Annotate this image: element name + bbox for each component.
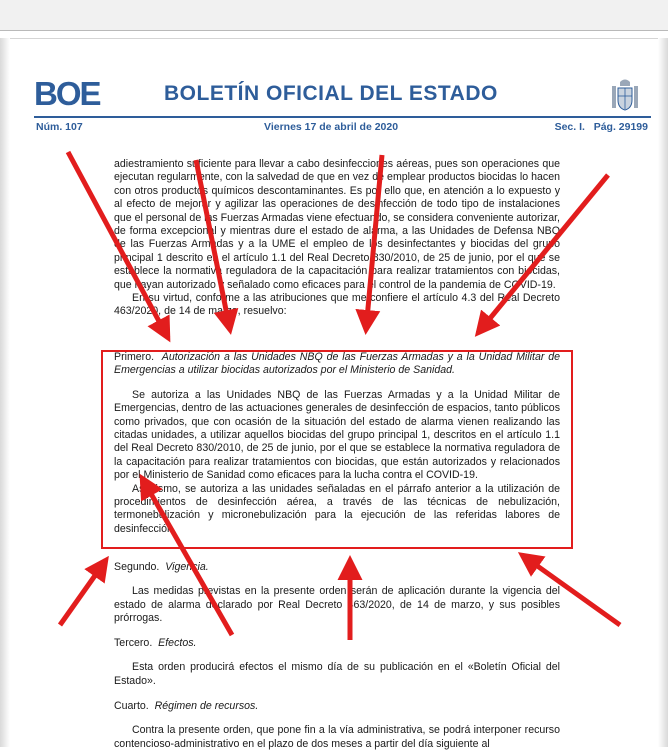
boe-logo-text: BOE: [34, 78, 100, 110]
arrow-8: [522, 555, 620, 625]
issue-number: Núm. 107: [36, 121, 83, 133]
segundo-title: Vigencia.: [165, 561, 209, 573]
cuarto-paragraph: Contra la presente orden, que pone fin a la vía administrativa, se podrá interponer recurso contencioso-administrativo en el plazo de dos meses a partir del día siguiente al: [114, 724, 560, 750]
primero-paragraph-1: Se autoriza a las Unidades NBQ de las Fuerzas Armadas y a la Unidad Militar de Emergencias, dentro de las actuaciones generales de desinfección de espacios, tanto públicos como privados, que con ocasión de la situación del estado de alarma vienen realizando las citadas unidades, a utilizar aquellos biocidas del grupo principal 1, descritos en el artículo 1.1 del Real Decreto 830/2010, de 25 de junio, por el que se establece la normativa reguladora de la capacitación para realizar tratamientos con biocidas, que están autorizados y relacionados por el Ministerio de Sanidad como eficaces para la lucha contra el COVID-19.: [114, 388, 560, 482]
issue-date: Viernes 17 de abril de 2020: [264, 121, 399, 133]
arrow-3: [366, 155, 382, 330]
primero-label: Primero.: [114, 351, 155, 363]
segundo-label: Segundo.: [114, 561, 160, 573]
intro-paragraph-1: adiestramiento suficiente para llevar a cabo desinfecciones aéreas, pues son operaciones que ejecutan regularmente, con la salvedad de que en vez de emplear productos biocidas lo hacen con otros productos químicos descontaminantes. Es por ello que, en atención a lo expuesto y al efecto de mejorar y agilizar las operaciones de desinfección de todo tipo de instalaciones que el personal de las Fuerzas Armadas viene efectuando, se considera conveniente autorizar, de forma excepcional y mientras dure el estado de alarma, a las Unidades de Defensa NBQ de las Fuerzas Armadas y a la UME el empleo de los desinfectantes y biocidas del grupo principal 1 descrito en el artículo 1.1 del Real Decreto 830/2010, de 25 de junio, por el que se establece la normativa reguladora de la capacitación para realizar tratamientos con biocidas, que hayan autorizado y señalado como eficaces para el control de la pandemia de COVID-19.: [114, 158, 560, 291]
arrow-4: [478, 175, 608, 333]
section-page: Sec. I. Pág. 29199: [554, 121, 648, 133]
arrow-2: [196, 160, 230, 330]
intro-paragraph-2: En su virtud, conforme a las atribuciones que me confiere el artículo 4.3 del Real Decreto 463/2020, de 14 de marzo, resuelvo:: [114, 292, 560, 318]
arrow-6: [60, 560, 106, 625]
tercero-label: Tercero.: [114, 637, 153, 649]
arrow-5: [142, 478, 232, 635]
cuarto-label: Cuarto.: [114, 700, 149, 712]
tercero-title: Efectos.: [158, 637, 197, 649]
arrow-1: [68, 152, 168, 338]
cuarto-title: Régimen de recursos.: [154, 700, 259, 712]
primero-title: Autorización a las Unidades NBQ de las Fuerzas Armadas y a la Unidad Militar de Emergencias a utilizar biocidas autorizados por el Ministerio de Sanidad.: [114, 351, 561, 377]
segundo-paragraph: Las medidas previstas en la presente orden serán de aplicación durante la vigencia del estado de alarma declarado por Real Decreto 463/2020, de 14 de marzo, y sus posibles prórrogas.: [114, 585, 560, 625]
gazette-title: BOLETÍN OFICIAL DEL ESTADO: [164, 82, 498, 105]
tercero-paragraph: Esta orden producirá efectos el mismo día de su publicación en el «Boletín Oficial del Estado».: [114, 661, 560, 687]
primero-paragraph-2: Asimismo, se autoriza a las unidades señaladas en el párrafo anterior a la utilización de procedimientos de desinfección aérea, a través de las técnicas de nebulización, termonebulización y micronebulización para la ejecución de las referidas labores de desinfección.: [114, 482, 560, 535]
